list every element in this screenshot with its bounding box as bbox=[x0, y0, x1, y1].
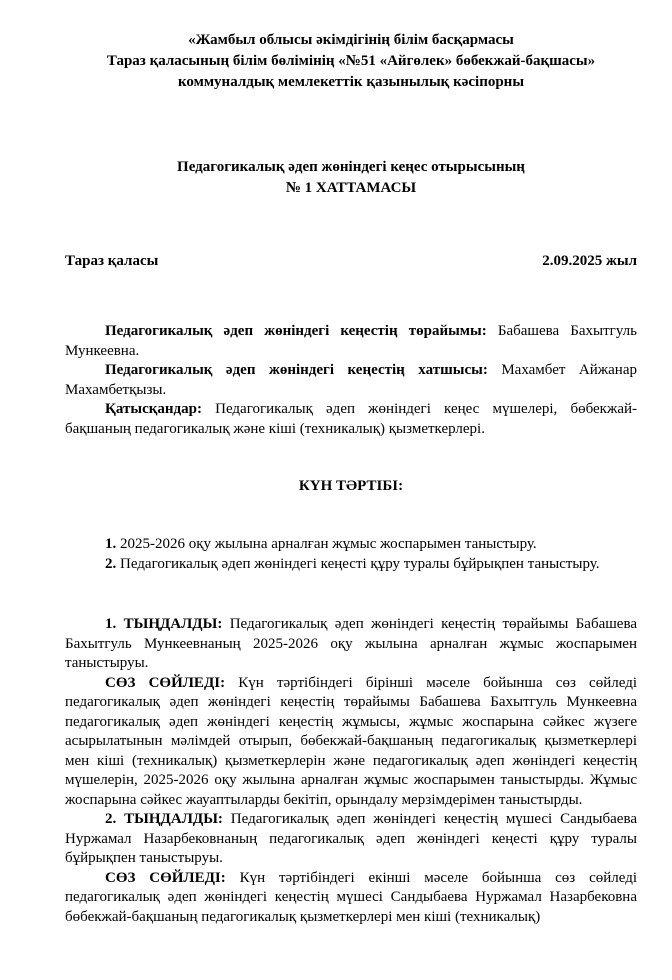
org-line-2: Тараз қаласының білім бөлімінің «№51 «Айгөлек» бөбекжай-бақшасы» bbox=[106, 53, 596, 69]
chair-label: Педагогикалық әдеп жөніндегі кеңестің төрайымы: bbox=[105, 323, 487, 339]
agenda-item-text: Педагогикалық әдеп жөніндегі кеңесті құру туралы бұйрықпен таныстыру. bbox=[116, 555, 600, 572]
heard-label-2: 2. ТЫҢДАЛДЫ: bbox=[105, 811, 223, 827]
date: 2.09.2025 жыл bbox=[542, 253, 637, 269]
members-section bbox=[65, 322, 637, 439]
document-page bbox=[0, 30, 672, 980]
spoke-paragraph-2 bbox=[65, 869, 637, 928]
spoke-label-2: СӨЗ СӨЙЛЕДІ: bbox=[105, 869, 226, 886]
agenda-list bbox=[65, 535, 637, 574]
agenda-item bbox=[65, 555, 637, 575]
minutes-body bbox=[65, 615, 637, 927]
org-line-1: «Жамбыл облысы әкімдігінің білім басқармасы bbox=[188, 32, 514, 48]
attendees-label: Қатысқандар: bbox=[105, 401, 202, 417]
heard-text-2: Педагогикалық әдеп жөніндегі кеңестің мүшесі Сандыбаева Нуржамал Назарбековнаның педагогикалық әдеп жөніндегі кеңесті құру туралы бұйрықпен таныстыруы. bbox=[65, 811, 637, 866]
heard-label-1: 1. ТЫҢДАЛДЫ: bbox=[105, 616, 223, 632]
title-line-2: № 1 ХАТТАМАСЫ bbox=[285, 180, 417, 196]
agenda-item-number: 2. bbox=[105, 555, 117, 572]
secretary-label: Педагогикалық әдеп жөніндегі кеңестің хатшысы: bbox=[105, 362, 488, 378]
secretary-paragraph bbox=[65, 361, 637, 400]
chair-paragraph bbox=[65, 322, 637, 361]
document-title bbox=[65, 157, 637, 199]
heard-paragraph-2 bbox=[65, 810, 637, 869]
spoke-label-1: СӨЗ СӨЙЛЕДІ: bbox=[105, 674, 226, 691]
place: Тараз қаласы bbox=[65, 253, 159, 269]
org-line-3: коммуналдық мемлекеттік қазынылық кәсіпорны bbox=[177, 74, 525, 90]
agenda-item-number: 1. bbox=[105, 536, 117, 552]
chair-name: Бабашева Бахытгуль Мункеевна. bbox=[65, 323, 637, 359]
spoke-text-1: Күн тәртібіндегі бірінші мәселе бойынша сөз сөйледі педагогикалық әдеп жөніндегі кеңестің төрайымы Бабашева Бахытгуль Мункеевна педагогикалық әдеп жөніндегі кеңестің жұмысы, жұмыс жоспарына сәйкес жүзеге асырылатынын мәлімдей отырып, бөбекжай-бақшаның педагогикалық қызметкерлері мен кіші (техникалық) қызметкерлерін және педагогикалық әдеп жөніндегі кеңестің мүшелерін, 2025-2026 оқу жылына арналған жұмыс жоспарымен таныстырды. Жұмыс жоспарына сәйкес жауаптыларды бекітіп, орындалу мерзімдерімен таныстырды. bbox=[65, 674, 637, 808]
spoke-paragraph-1 bbox=[65, 674, 637, 811]
attendees-paragraph bbox=[65, 400, 637, 439]
agenda-item bbox=[65, 535, 637, 555]
secretary-name: Махамбет Айжанар Махамбетқызы. bbox=[65, 362, 637, 398]
attendees-text: Педагогикалық әдеп жөніндегі кеңес мүшелері, бөбекжай-бақшаның педагогикалық және кіші (техникалық) қызметкерлері. bbox=[65, 401, 637, 437]
place-date-row bbox=[65, 253, 637, 270]
organization-header bbox=[65, 30, 637, 93]
heard-paragraph-1 bbox=[65, 615, 637, 674]
agenda-title: КҮН ТӘРТІБІ: bbox=[298, 478, 404, 494]
spoke-text-2: Күн тәртібіндегі екінші мәселе бойынша сөз сөйледі педагогикалық әдеп жөніндегі кеңестің мүшесі Сандыбаева Нуржамал Назарбековна бөбекжай-бақшаның педагогикалық қызметкерлері мен кіші (техникалық) bbox=[65, 869, 637, 925]
title-line-1: Педагогикалық әдеп жөніндегі кеңес отырысының bbox=[177, 159, 525, 175]
heard-text-1: Педагогикалық әдеп жөніндегі кеңестің төрайымы Бабашева Бахытгуль Мункеевнаның 2025-2026 оқу жылына арналған жұмыс жоспарымен таныстыруы. bbox=[65, 616, 637, 671]
agenda-item-text: 2025-2026 оқу жылына арналған жұмыс жоспарымен таныстыру. bbox=[116, 536, 537, 552]
